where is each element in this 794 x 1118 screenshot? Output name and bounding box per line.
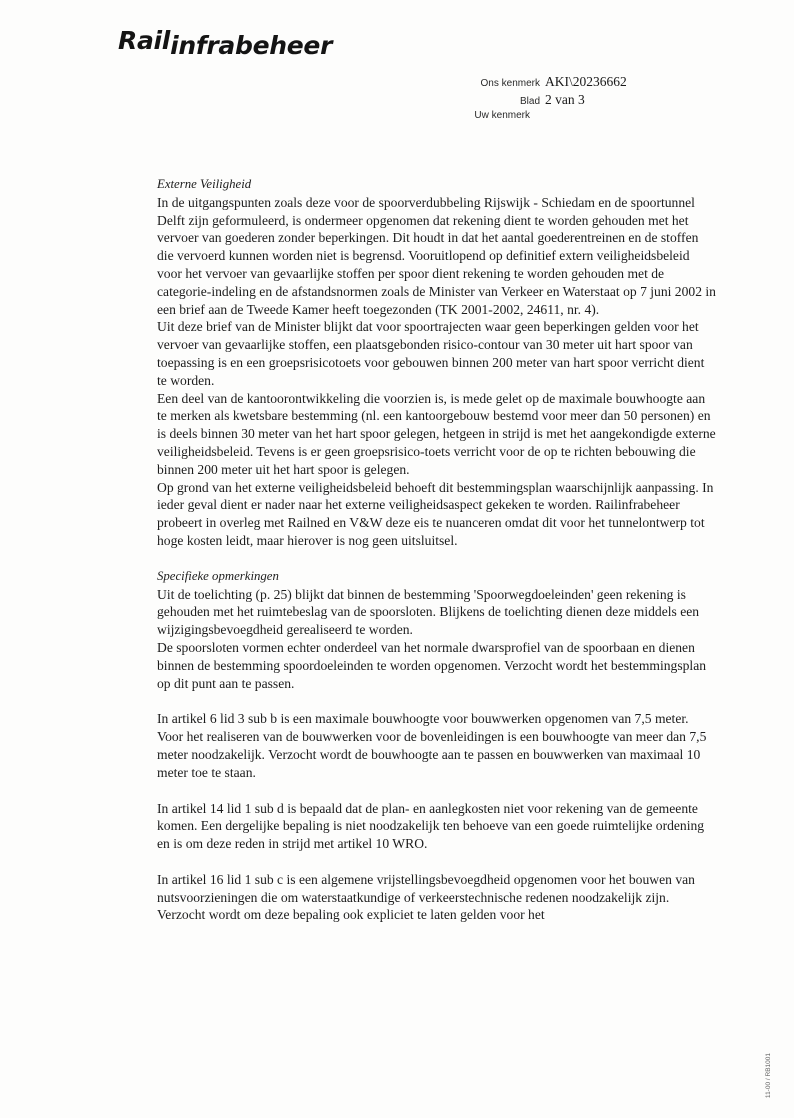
paragraph: In artikel 6 lid 3 sub b is een maximale bouwhoogte voor bouwwerken opgenomen van 7,5 meter. Voor het realiseren van de bouwwerken voor de bovenleidingen is een bouwhoogte van meer dan 7,5 meter noodzakelijk. Verzocht wordt de bouwhoogte aan te passen en bouwwerken van maximaal 10 meter toe te staan. [157,711,707,780]
ons-kenmerk-value: AKI\20236662 [545,74,627,89]
spacer [157,782,717,800]
heading-specifieke-opmerkingen: Specifieke opmerkingen [157,568,279,583]
ons-kenmerk-label: Ons kenmerk [480,78,540,89]
paragraph: De spoorsloten vormen echter onderdeel van het normale dwarsprofiel van de spoorbaan en dienen binnen de bestemming spoordoeleinden te worden opgenomen. Verzocht wordt het bestemmingsplan op dit punt aan te passen. [157,639,707,691]
ons-kenmerk-row [400,74,700,92]
reference-block [400,74,700,128]
spacer [157,550,717,568]
uw-kenmerk-label: Uw kenmerk [474,110,530,121]
blad-label: Blad [519,96,540,107]
letter-body [157,176,717,924]
paragraph: Uit de toelichting (p. 25) blijkt dat binnen de bestemming 'Spoorwegdoeleinden' geen rekening is gehouden met het ruimtebeslag van de spoorsloten. Blijkens de toelichting dienen deze middels een wijzigingsbevoegdheid gerealiseerd te worden. [157,586,700,638]
heading-externe-veiligheid: Externe Veiligheid [157,177,252,191]
railinfrabeheer-logo [118,26,333,60]
blad-row [400,92,700,110]
paragraph: In artikel 16 lid 1 sub c is een algemene vrijstellingsbevoegdheid opgenomen voor het bouwen van nutsvoorzieningen die om waterstaatkundige of verkeerstechnische redenen noodzakelijk zijn. Verzocht wordt om deze bepaling ook expliciet te laten gelden voor het [157,871,695,923]
paragraph: In artikel 14 lid 1 sub d is bepaald dat de plan- en aanlegkosten niet voor rekening van de gemeente komen. Een dergelijke bepaling is niet noodzakelijk ten behoeve van een goede ruimtelijke ordening en is om deze reden in strijd met artikel 10 WRO. [157,800,705,852]
spacer [157,692,717,710]
spacer [157,853,717,871]
paragraph: In de uitgangspunten zoals deze voor de spoorverdubbeling Rijswijk - Schiedam en de spoortunnel Delft zijn geformuleerd, is ondermeer opgenomen dat rekening dient te worden gehouden met het vervoer van goederen zonder beperkingen. Dit houdt in dat het aantal goederentreinen en de stoffen die vervoerd kunnen worden niet is begrensd. Vooruitlopend op definitief extern veiligheidsbeleid voor het vervoer van gevaarlijke stoffen per spoor dient rekening te worden gehouden met de categorie-indeling en de afstandsnormen zoals de Minister van Verkeer en Waterstaat op 7 juni 2002 in een brief aan de Tweede Kamer heeft toegezonden (TK 2001-2002, 24611, nr. 4). [157,194,716,317]
blad-value: 2 van 3 [545,92,585,107]
paragraph: Uit deze brief van de Minister blijkt dat voor spoortrajecten waar geen beperkingen gelden voor het vervoer van gevaarlijke stoffen, een plaatsgebonden risico-contour van 30 meter uit hart spoor van toepassing is en een groepsrisicotoets voor gebouwen binnen 200 meter van hart spoor verricht dient te worden. [157,319,705,388]
uw-kenmerk-row [400,110,700,128]
logo-infrabeheer: infrabeheer [170,31,333,60]
form-code: 11-00 / RB1001 [765,1052,772,1098]
paragraph: Op grond van het externe veiligheidsbeleid behoeft dit bestemmingsplan waarschijnlijk aanpassing. In ieder geval dient er nader naar het externe veiligheidsaspect gekeken te worden. Railinfrabeheer probeert in overleg met Railned en V&W deze eis te nuanceren omdat dit voor het tunnelontwerp tot hoge kosten leidt, maar hierover is nog geen uitsluitsel. [157,479,714,548]
paragraph: Een deel van de kantoorontwikkeling die voorzien is, is mede gelet op de maximale bouwhoogte aan te merken als kwetsbare bestemming (nl. een kantoorgebouw bestemd voor meer dan 50 personen) en is deels binnen 30 meter van het hart spoor gelegen, hetgeen in strijd is met het aangekondigde externe veiligheidsbeleid. Tevens is er geen groepsrisico-toets verricht voor de op te richten bebouwing die binnen 200 meter uit het hart spoor is gelegen. [157,390,716,477]
logo-rail: Rail [118,26,171,55]
